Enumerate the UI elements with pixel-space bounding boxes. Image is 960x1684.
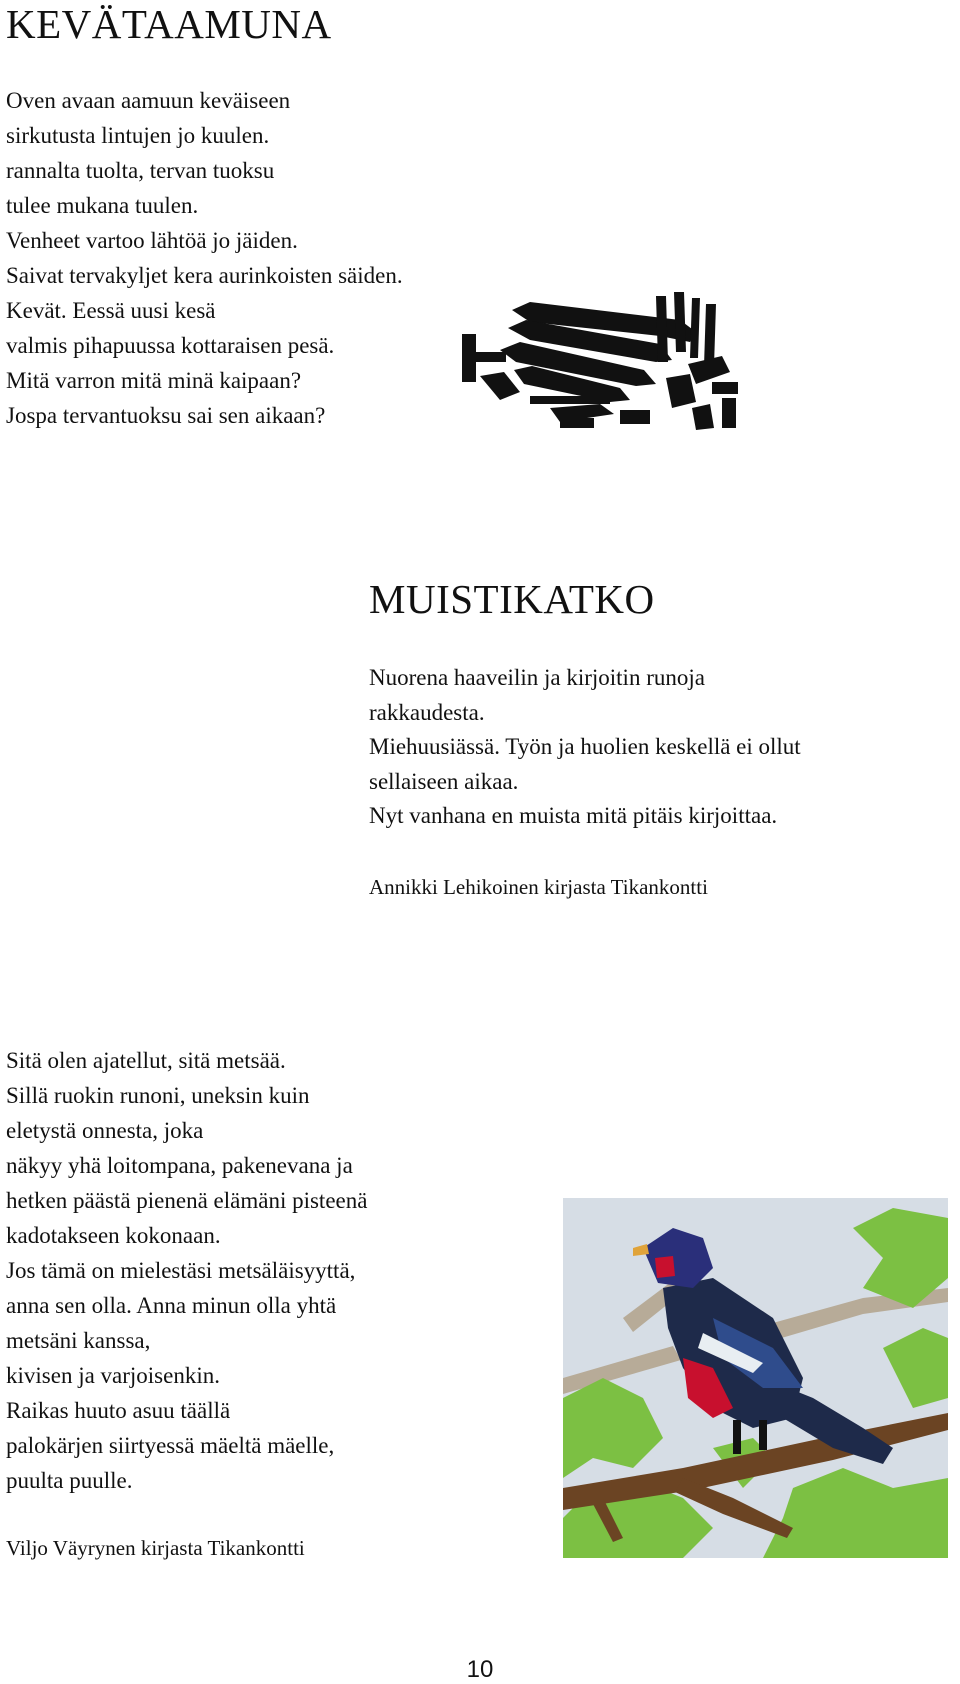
poem-line: rakkaudesta. — [369, 699, 485, 725]
poem-line: valmis pihapuussa kottaraisen pesä. — [6, 333, 335, 358]
poem-line: Raikas huuto asuu täällä — [6, 1398, 231, 1423]
poem-line: Nuorena haaveilin ja kirjoitin runoja — [369, 665, 705, 690]
poem-line: Sitä olen ajatellut, sitä metsää. — [6, 1048, 286, 1073]
poem-line: metsäni kanssa, — [6, 1328, 151, 1353]
poem-line: Sillä ruokin runoni, uneksin kuin — [6, 1083, 310, 1108]
poem-line: Jospa tervantuoksu sai sen aikaan? — [6, 403, 326, 428]
poem-title-muistikatko: MUISTIKATKO — [369, 576, 655, 622]
poem-line: sellaiseen aikaa. — [369, 768, 519, 794]
poem-line: Miehuusiässä. Työn ja huolien keskellä ei ollut — [369, 734, 801, 759]
poem-kevataamuna — [6, 83, 403, 433]
poem-line: tulee mukana tuulen. — [6, 193, 199, 218]
poem-line: eletystä onnesta, joka — [6, 1118, 204, 1143]
poem-line: Saivat tervakyljet kera aurinkoisten säiden. — [6, 263, 403, 288]
rowboat-illustration — [460, 292, 742, 434]
poem-line: Venheet vartoo lähtöä jo jäiden. — [6, 228, 298, 253]
poem-line: anna sen olla. Anna minun olla yhtä — [6, 1293, 337, 1318]
poem-line: sirkutusta lintujen jo kuulen. — [6, 123, 270, 148]
poem-line: kadotakseen kokonaan. — [6, 1223, 221, 1248]
page-number: 10 — [466, 1656, 494, 1683]
poem-line: Jos tämä on mielestäsi metsäläisyyttä, — [6, 1258, 356, 1283]
poem-line: Nyt vanhana en muista mitä pitäis kirjoittaa. — [369, 803, 778, 828]
poem-line: Kevät. Eessä uusi kesä — [6, 298, 216, 323]
poem-line: kivisen ja varjoisenkin. — [6, 1363, 220, 1388]
poem-line: puulta puulle. — [6, 1468, 133, 1493]
poem-line: palokärjen siirtyessä mäeltä mäelle, — [6, 1433, 335, 1458]
poem-metsa — [6, 1043, 367, 1498]
poem-line: rannalta tuolta, tervan tuoksu — [6, 158, 275, 183]
poem-title-kevataamuna: KEVÄTAAMUNA — [6, 1, 332, 47]
poem-attribution: Annikki Lehikoinen kirjasta Tikankontti — [369, 875, 708, 899]
poem-line: Oven avaan aamuun keväiseen — [6, 88, 291, 113]
poem-attribution: Viljo Väyrynen kirjasta Tikankontti — [6, 1536, 305, 1560]
poem-muistikatko — [369, 661, 801, 834]
poem-line: hetken päästä pienenä elämäni pisteenä — [6, 1188, 368, 1213]
poem-line: Mitä varron mitä minä kaipaan? — [6, 368, 302, 393]
poem-line: näkyy yhä loitompana, pakenevana ja — [6, 1153, 353, 1178]
bird-on-branch-illustration — [563, 1198, 948, 1558]
